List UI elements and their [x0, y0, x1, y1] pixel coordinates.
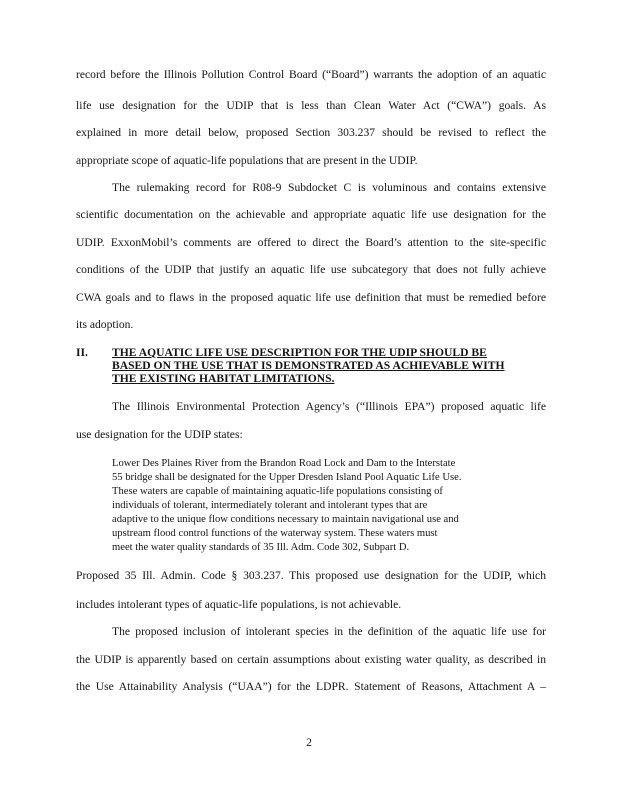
body-text-line: The Illinois Environmental Protection Agency’s (“Illinois EPA”) proposed aquatic life: [112, 400, 546, 413]
body-text-line: The rulemaking record for R08-9 Subdocket C is voluminous and contains extensive: [112, 181, 546, 194]
section-heading-line: THE EXISTING HABITAT LIMITATIONS.: [112, 372, 335, 385]
body-text-line: the Use Attainability Analysis (“UAA”) for the LDPR. Statement of Reasons, Attachment A –: [76, 680, 546, 693]
page-number: 2: [306, 736, 312, 749]
body-text-line: UDIP. ExxonMobil’s comments are offered to direct the Board’s attention to the site-specific: [76, 236, 546, 249]
body-text-line: The proposed inclusion of intolerant species in the definition of the aquatic life use for: [112, 625, 546, 638]
section-number: II.: [76, 346, 88, 359]
body-text-line: life use designation for the UDIP that is less than Clean Water Act (“CWA”) goals. As: [76, 99, 546, 112]
block-quote-line: Lower Des Plaines River from the Brandon Road Lock and Dam to the Interstate: [112, 458, 456, 469]
body-text-line: use designation for the UDIP states:: [76, 428, 243, 441]
block-quote-line: upstream flood control functions of the waterway system. These waters must: [112, 528, 438, 539]
body-text-line: appropriate scope of aquatic-life populations that are present in the UDIP.: [76, 154, 418, 167]
body-text-line: includes intolerant types of aquatic-life populations, is not achievable.: [76, 598, 402, 611]
body-text-line: explained in more detail below, proposed Section 303.237 should be revised to reflect the: [76, 126, 546, 139]
body-text-line: scientific documentation on the achievable and appropriate aquatic life use designation for the: [76, 208, 546, 221]
body-text-line: Proposed 35 Ill. Admin. Code § 303.237. This proposed use designation for the UDIP, which: [76, 569, 546, 582]
body-text-line: the UDIP is apparently based on certain assumptions about existing water quality, as described in: [76, 653, 546, 666]
body-text-line: conditions of the UDIP that justify an aquatic life use subcategory that does not fully achieve: [76, 263, 546, 276]
body-text-line: CWA goals and to flaws in the proposed aquatic life use definition that must be remedied before: [76, 291, 546, 304]
block-quote-line: meet the water quality standards of 35 Ill. Adm. Code 302, Subpart D.: [112, 542, 410, 553]
block-quote-line: 55 bridge shall be designated for the Upper Dresden Island Pool Aquatic Life Use.: [112, 472, 462, 483]
body-text-line: record before the Illinois Pollution Control Board (“Board”) warrants the adoption of an aquatic: [76, 68, 546, 81]
section-heading-line: BASED ON THE USE THAT IS DEMONSTRATED AS ACHIEVABLE WITH: [112, 359, 505, 372]
block-quote-line: adaptive to the unique flow conditions necessary to maintain navigational use and: [112, 514, 459, 525]
body-text-line: its adoption.: [76, 318, 134, 331]
section-heading-line: THE AQUATIC LIFE USE DESCRIPTION FOR THE UDIP SHOULD BE: [112, 346, 487, 359]
block-quote-line: individuals of tolerant, intermediately tolerant and intolerant types that are: [112, 500, 428, 511]
block-quote-line: These waters are capable of maintaining aquatic-life populations consisting of: [112, 486, 443, 497]
